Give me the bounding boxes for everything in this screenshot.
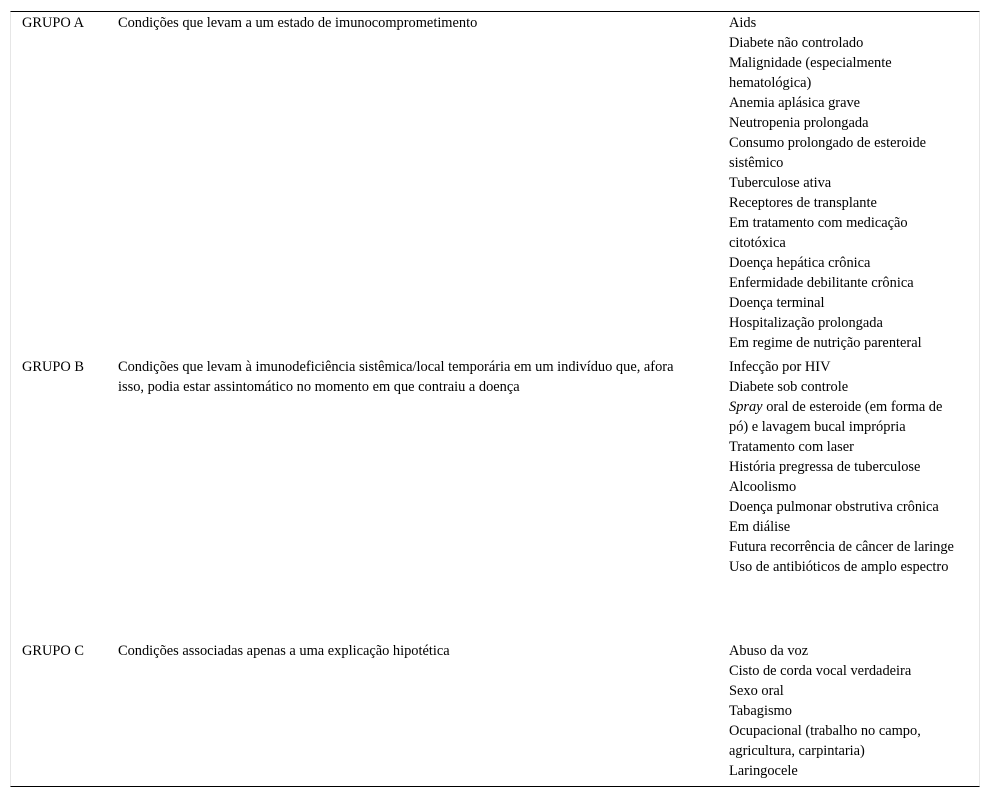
list-item: Futura recorrência de câncer de laringe [729, 539, 954, 555]
conditions-table [10, 11, 980, 787]
group-label: GRUPO B [22, 359, 84, 375]
list-item [729, 397, 965, 437]
list-item: Tuberculose ativa [729, 175, 832, 191]
list-item: Receptores de transplante [729, 195, 877, 211]
list-item: Consumo prolongado de esteroide sistêmico [729, 135, 927, 171]
group-description: Condições que levam a um estado de imunocomprometimento [118, 15, 478, 31]
list-item: Alcoolismo [729, 479, 797, 495]
list-item: Abuso da voz [729, 643, 809, 659]
group-items [729, 357, 965, 577]
list-item: Neutropenia prolongada [729, 115, 869, 131]
group-items [729, 641, 965, 781]
spray-word: Spray [729, 399, 763, 415]
group-description: Condições associadas apenas a uma explicação hipotética [118, 643, 450, 659]
list-item: Sexo oral [729, 683, 784, 699]
list-item: Diabete não controlado [729, 35, 864, 51]
group-label: GRUPO C [22, 643, 84, 659]
list-item: Tratamento com laser [729, 439, 854, 455]
list-item: Doença hepática crônica [729, 255, 871, 271]
list-item: Doença terminal [729, 295, 825, 311]
list-item: Anemia aplásica grave [729, 95, 861, 111]
list-item: Doença pulmonar obstrutiva crônica [729, 499, 939, 515]
group-label: GRUPO A [22, 15, 84, 31]
group-description: Condições que levam à imunodeficiência sistêmica/local temporária em um indivíduo que, afora isso, podia estar assintomático no momento em que contraiu a doença [118, 359, 674, 395]
list-item: Cisto de corda vocal verdadeira [729, 663, 912, 679]
list-item: Laringocele [729, 763, 798, 779]
list-item: Tabagismo [729, 703, 792, 719]
list-item: História pregressa de tuberculose [729, 459, 921, 475]
list-item: Aids [729, 15, 757, 31]
group-items [729, 13, 965, 353]
list-item: Diabete sob controle [729, 379, 849, 395]
list-item: Em diálise [729, 519, 791, 535]
list-item: Uso de antibióticos de amplo espectro [729, 559, 949, 575]
list-item: Malignidade (especialmente hematológica) [729, 55, 892, 91]
list-item: Em tratamento com medicação citotóxica [729, 215, 908, 251]
list-item: Infecção por HIV [729, 359, 831, 375]
list-item: Ocupacional (trabalho no campo, agricultura, carpintaria) [729, 723, 921, 759]
list-item: Em regime de nutrição parenteral [729, 335, 922, 351]
list-item-text: oral de esteroide (em forma de pó) e lavagem bucal imprópria [729, 399, 943, 435]
list-item: Enfermidade debilitante crônica [729, 275, 914, 291]
list-item: Hospitalização prolongada [729, 315, 883, 331]
